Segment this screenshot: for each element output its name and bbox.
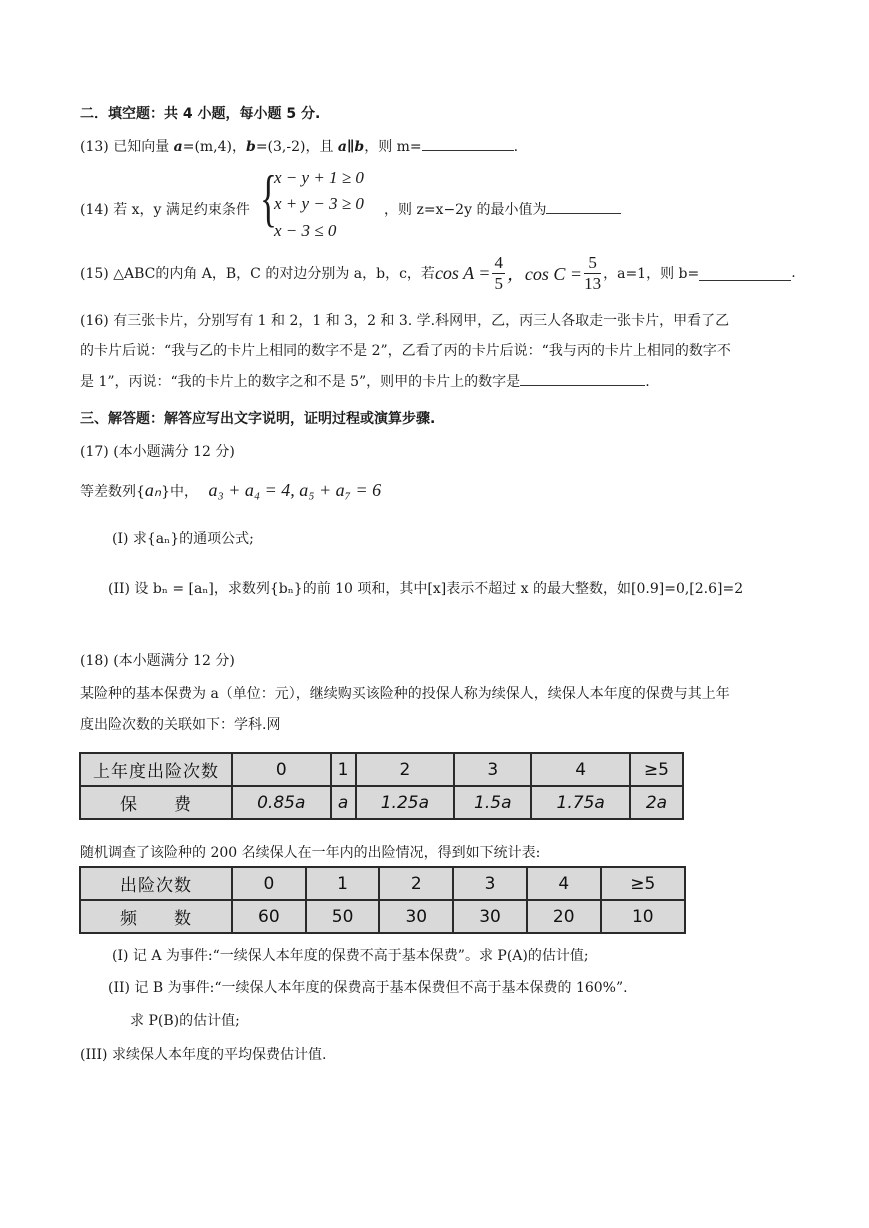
table-cell: 60 [232, 900, 306, 933]
table-cell: 0 [232, 753, 331, 786]
q15-text: (15) △ABC的内角 A，B，C 的对边分别为 a，b，c，若 [80, 266, 435, 282]
cosA-numerator: 4 [494, 252, 503, 272]
table-cell: 4 [527, 867, 601, 900]
section3-heading: 三、解答题：解答应写出文字说明，证明过程或演算步骤. [80, 411, 436, 427]
q15-ask: ，a=1，则 b= [603, 266, 700, 282]
frequency-table [79, 866, 686, 934]
q17-intro-tail: }中， [161, 484, 199, 500]
cosC-denominator: 13 [584, 273, 602, 293]
q16-line-2: 的卡片后说：“我与乙的卡片上相同的数字不是 2”，乙看了丙的卡片后说：“我与丙的卡片上相同的数字不 [80, 343, 731, 359]
q17-part-2: (II) 设 bₙ = [aₙ]，求数列{bₙ}的前 10 项和，其中[x]表示不超过 x 的最大整数，如[0.9]=0,[2.6]=2 [108, 581, 744, 597]
answer-blank-16[interactable] [520, 371, 645, 386]
q18-part-3: (III) 求续保人本年度的平均保费估计值. [80, 1047, 327, 1063]
row-label: 出险次数 [80, 867, 232, 900]
q17-part-1: (Ⅰ) 求{aₙ}的通项公式; [112, 531, 254, 547]
cosC-numerator: 5 [584, 253, 601, 274]
table-cell: 1.25a [356, 786, 455, 819]
q18-part-1: (Ⅰ) 记 A 为事件:“一续保人本年度的保费不高于基本保费”。求 P(A)的估计值; [112, 948, 589, 964]
table-cell: ≥5 [601, 867, 685, 900]
question-13: (13) 已知向量 a=(m,4)，b=(3,-2)，且 a∥b，则 m= . [80, 136, 518, 156]
q16-line-3: 是 1”，丙说：“我的卡片上的数字之和不是 5”，则甲的卡片上的数字是 . [80, 371, 650, 391]
row-label: 上年度出险次数 [80, 753, 232, 786]
q17-header: (17) (本小题满分 12 分) [80, 444, 235, 460]
table-cell: a [331, 786, 356, 819]
table-row [80, 900, 685, 933]
table-cell: 1 [306, 867, 380, 900]
table-cell: 3 [454, 753, 531, 786]
answer-blank-14[interactable] [546, 199, 621, 214]
parallel-condition: a∥b [337, 139, 365, 155]
q14-text: (14) 若 x，y 满足约束条件 [80, 202, 250, 218]
q17-intro-text: 等差数列{ [80, 484, 145, 500]
q18-part-2-continued: 求 P(B)的估计值; [130, 1013, 240, 1029]
q16-line-1: (16) 有三张卡片，分别写有 1 和 2，1 和 3，2 和 3. 学.科网甲，乙，丙三人各取走一张卡片，甲看了乙 [80, 313, 730, 329]
table-cell: 20 [527, 900, 601, 933]
vector-b-value: =(3,-2)，且 [255, 139, 338, 155]
vector-a: a [173, 139, 183, 155]
constraint-3: x − 3 ≤ 0 [274, 221, 337, 240]
q18-part-2: (II) 记 B 为事件:“一续保人本年度的保费高于基本保费但不高于基本保费的 160%”. [108, 980, 628, 996]
q18-intro-2: 度出险次数的关联如下：学科.网 [80, 717, 281, 733]
table-cell: 0.85a [232, 786, 331, 819]
table-row [80, 753, 683, 786]
table-cell: 1 [331, 753, 356, 786]
table-cell: 1.5a [454, 786, 531, 819]
vector-a-value: =(m,4)， [182, 139, 247, 155]
row-label: 频 数 [80, 900, 232, 933]
sequence-a: aₙ [144, 480, 162, 500]
q14-ask [384, 199, 621, 219]
constraint-2: x + y − 3 ≥ 0 [274, 194, 364, 213]
premium-table [79, 752, 684, 820]
answer-blank-13[interactable] [422, 136, 514, 151]
answer-blank-15[interactable] [699, 266, 791, 281]
cosC-label: ，cos C = [506, 264, 583, 284]
cosA-label: cos A = [434, 262, 491, 283]
table-row [80, 867, 685, 900]
question-15: (15) △ABC的内角 A，B，C 的对边分别为 a，b，c，若 cos A = $\frac{4}{5}$ ，cos C = $\frac{5}{13}$ ，a=1，则 b= . [80, 252, 796, 293]
fraction-4-5 [492, 253, 505, 294]
q14-ask-text: ，则 z=x−2y 的最小值为 [384, 202, 547, 218]
table-cell: 4 [531, 753, 630, 786]
fraction-5-13 [584, 253, 601, 294]
table-cell: 30 [453, 900, 527, 933]
q18-intro-1: 某险种的基本保费为 a（单位：元），继续购买该险种的投保人称为续保人，续保人本年度的保费与其上年 [80, 686, 730, 702]
table-cell: 2 [356, 753, 455, 786]
q13-text: (13) 已知向量 [80, 139, 174, 155]
table-cell: 2a [630, 786, 683, 819]
table-cell: 0 [232, 867, 306, 900]
table-cell: 2 [379, 867, 453, 900]
table-cell: 3 [453, 867, 527, 900]
constraint-1: x − y + 1 ≥ 0 [274, 168, 364, 187]
q17-intro [80, 480, 381, 501]
q13-ask: ，则 m= [364, 139, 422, 155]
table-cell: 30 [379, 900, 453, 933]
table-cell: 1.75a [531, 786, 630, 819]
table-cell: 10 [601, 900, 685, 933]
cosA-denominator: 5 [494, 273, 503, 293]
given-equations: a₃ + a₄ = 4, a₅ + a₇ = 6 [208, 480, 382, 500]
q18-header: (18) (本小题满分 12 分) [80, 653, 235, 669]
system-brace: { [260, 162, 277, 233]
table-cell: 50 [306, 900, 380, 933]
q16-line-3-text: 是 1”，丙说：“我的卡片上的数字之和不是 5”，则甲的卡片上的数字是 [80, 374, 521, 390]
table-cell: ≥5 [630, 753, 683, 786]
section2-heading: 二．填空题：共 4 小题，每小题 5 分. [80, 106, 321, 122]
row-label: 保 费 [80, 786, 232, 819]
vector-b: b [246, 139, 256, 155]
q18-survey: 随机调查了该险种的 200 名续保人在一年内的出险情况，得到如下统计表: [80, 845, 541, 861]
table-row [80, 786, 683, 819]
